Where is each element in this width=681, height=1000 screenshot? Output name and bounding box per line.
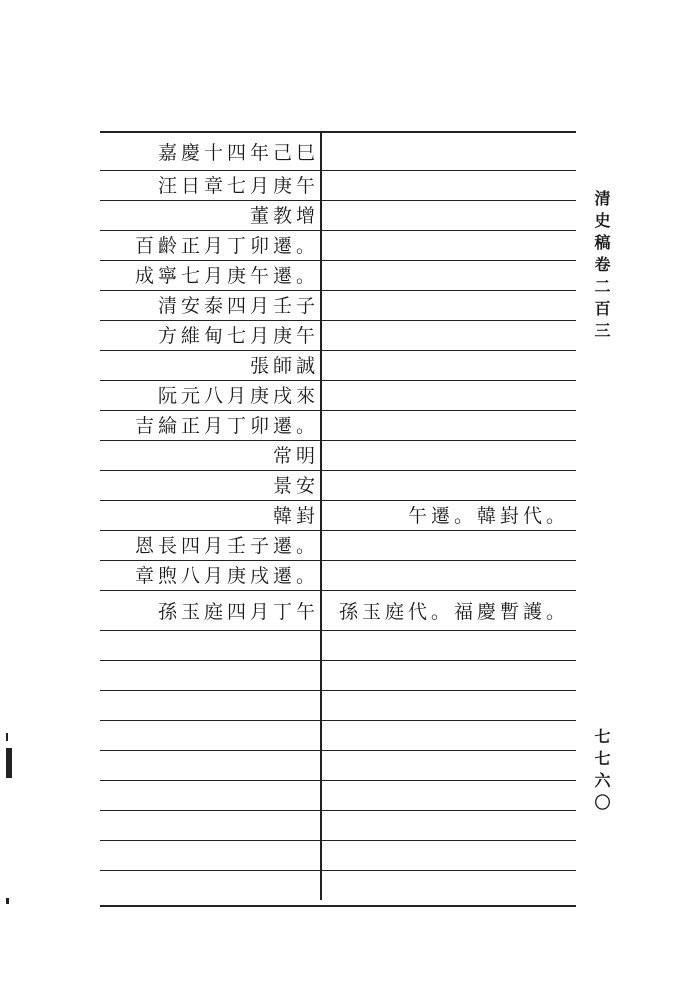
row-left-text: 嘉慶十四年己巳 (157, 141, 319, 164)
column-divider (320, 131, 322, 900)
side-page-number: 七七六〇 (592, 728, 611, 816)
row-left-text: 韓崶 (272, 504, 319, 527)
row-rule (100, 470, 576, 471)
row-left-text: 汪日章七月庚午 (157, 174, 319, 197)
row-rule (100, 750, 576, 751)
row-left-text: 常明 (272, 444, 319, 467)
row-left-text: 張師誠 (249, 354, 319, 377)
row-left-text: 清安泰四月壬子 (157, 294, 319, 317)
row-left-text: 章煦八月庚戌遷。 (134, 564, 319, 587)
side-volume-title: 清史稿卷二百三 (592, 190, 611, 344)
row-rule (100, 720, 576, 721)
scan-artifact (6, 898, 9, 904)
row-rule (100, 870, 576, 871)
row-rule (100, 810, 576, 811)
table-bottom-rule (100, 905, 576, 907)
row-left-text: 阮元八月庚戌來 (157, 384, 319, 407)
row-left-text: 恩長四月壬子遷。 (134, 534, 319, 557)
table-top-rule (100, 131, 576, 133)
row-left-text: 方維甸七月庚午 (157, 324, 319, 347)
row-right-text: 午遷。韓崶代。 (407, 504, 569, 527)
row-left-text: 景安 (272, 474, 319, 497)
row-rule (100, 630, 576, 631)
row-left-text: 孫玉庭四月丁午 (157, 600, 319, 623)
row-rule (100, 780, 576, 781)
row-left-text: 吉綸正月丁卯遷。 (134, 414, 319, 437)
row-rule (100, 840, 576, 841)
row-rule (100, 690, 576, 691)
row-right-text: 孫玉庭代。福慶暫護。 (338, 600, 569, 623)
row-rule (100, 660, 576, 661)
scan-artifact (6, 748, 12, 778)
row-left-text: 百齡正月丁卯遷。 (134, 234, 319, 257)
scan-artifact (6, 733, 8, 741)
row-left-text: 成寧七月庚午遷。 (134, 264, 319, 287)
row-left-text: 董教增 (249, 204, 319, 227)
